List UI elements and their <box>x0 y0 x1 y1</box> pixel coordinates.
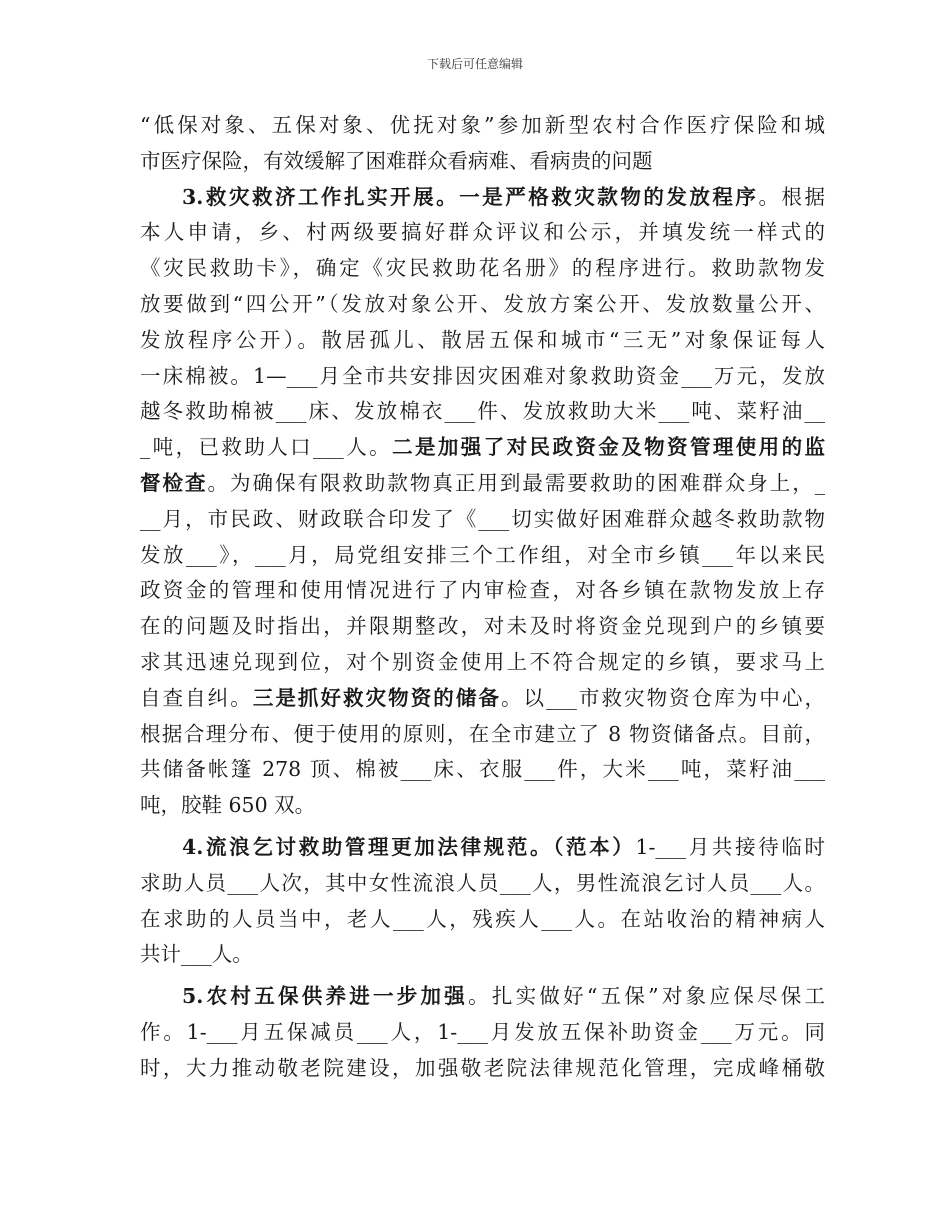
body-text: 时，大力推动敬老院建设，加强敬老院法律规范化管理，完成峰桶敬 <box>140 1055 825 1080</box>
body-text: 市医疗保险，有效缓解了困难群众看病难、看病贵的问题 <box>140 148 653 173</box>
text-line <box>140 573 825 609</box>
text-line <box>140 180 825 216</box>
page-header: 下载后可任意编辑 <box>426 57 523 71</box>
body-text: 求其迅速兑现到位，对个别资金使用上不符合规定的乡镇，要求马上 <box>140 649 825 674</box>
bold-text: 3.救灾救济工作扎实开展。一是严格救灾款物的发放程序 <box>182 184 759 209</box>
text-line <box>140 979 825 1015</box>
body-text: 共储备帐篷 278 顶、棉被___床、衣服___件，大米___吨，菜籽油___ <box>140 757 825 782</box>
text-line <box>140 502 825 538</box>
body-text: 作。1-___月五保减员___人，1-___月发放五保补助资金___万元。同 <box>140 1019 825 1044</box>
text-line <box>140 830 825 866</box>
text-line <box>140 538 825 574</box>
body-text: 。为确保有限救助款物真正用到最需要救助的困难群众身上，_ <box>207 470 826 495</box>
bold-text: 二是加强了对民政资金及物资管理使用的监 <box>392 435 826 460</box>
text-line <box>140 681 825 717</box>
text-line <box>140 394 825 430</box>
text-line <box>140 323 825 359</box>
text-line <box>140 645 825 681</box>
body-text: 越冬救助棉被___床、发放棉衣___件、发放救助大米___吨、菜籽油__ <box>140 399 825 424</box>
text-line <box>140 251 825 287</box>
body-text: 在的问题及时指出，并限期整改，对未及时将资金兑现到户的乡镇要 <box>140 614 825 639</box>
text-line <box>140 359 825 395</box>
text-line <box>140 609 825 645</box>
text-line <box>140 1051 825 1087</box>
body-text: 共计___人。 <box>140 942 253 967</box>
body-text: 1-___月共接待临时 <box>635 834 825 859</box>
body-text: 自查自纠。 <box>140 685 253 710</box>
body-text: 放要做到“四公开”（发放对象公开、发放方案公开、发放数量公开、 <box>140 291 825 316</box>
bold-text: 三是抓好救灾物资的储备 <box>252 685 501 710</box>
text-line <box>140 430 825 466</box>
body-text: 吨，胶鞋 650 双。 <box>140 793 316 818</box>
body-text: 求助人员___人次，其中女性流浪人员___人，男性流浪乞讨人员___人。 <box>140 870 825 895</box>
bold-text: 5.农村五保供养进一步加强 <box>182 984 469 1009</box>
body-text: 在求助的人员当中，老人___人，残疾人___人。在站收治的精神病人 <box>140 906 825 931</box>
text-line <box>140 287 825 323</box>
text-line <box>140 752 825 788</box>
text-line <box>140 902 825 938</box>
body-text: 《灾民救助卡》，确定《灾民救助花名册》的程序进行。救助款物发 <box>140 256 825 281</box>
text-line <box>140 108 825 144</box>
bold-text: 4.流浪乞讨救助管理更加法律规范。（范本） <box>182 834 636 859</box>
bold-text: 督检查 <box>140 470 208 495</box>
body-text: 政资金的管理和使用情况进行了内审检查，对各乡镇在款物发放上存 <box>140 578 825 603</box>
body-text: __月，市民政、财政联合印发了《___切实做好困难群众越冬救助款物 <box>140 506 825 531</box>
body-text: 根据合理分布、便于使用的原则，在全市建立了 8 物资储备点。目前， <box>140 721 825 746</box>
body-text: 发放程序公开）。散居孤儿、散居五保和城市“三无”对象保证每人 <box>140 327 825 352</box>
text-line <box>140 866 825 902</box>
text-line <box>140 466 825 502</box>
text-line <box>140 788 825 824</box>
body-text: 发放___》，___月，局党组安排三个工作组，对全市乡镇___年以来民 <box>140 542 825 567</box>
text-line <box>140 1015 825 1051</box>
body-text: _吨，已救助人口___人。 <box>140 435 393 460</box>
body-text: “低保对象、五保对象、优抚对象”参加新型农村合作医疗保险和城 <box>140 113 825 137</box>
document-body <box>140 108 825 1087</box>
text-line <box>140 937 825 973</box>
text-line <box>140 717 825 753</box>
body-text: 。扎实做好“五保”对象应保尽保工 <box>468 984 825 1009</box>
body-text: 。根据 <box>758 184 825 209</box>
body-text: 一床棉被。1—___月全市共安排因灾困难对象救助资金___万元，发放 <box>140 363 825 388</box>
text-line <box>140 144 825 180</box>
body-text: 。以___市救灾物资仓库为中心， <box>500 685 826 710</box>
text-line <box>140 215 825 251</box>
body-text: 本人申请，乡、村两级要搞好群众评议和公示，并填发统一样式的 <box>140 220 825 245</box>
